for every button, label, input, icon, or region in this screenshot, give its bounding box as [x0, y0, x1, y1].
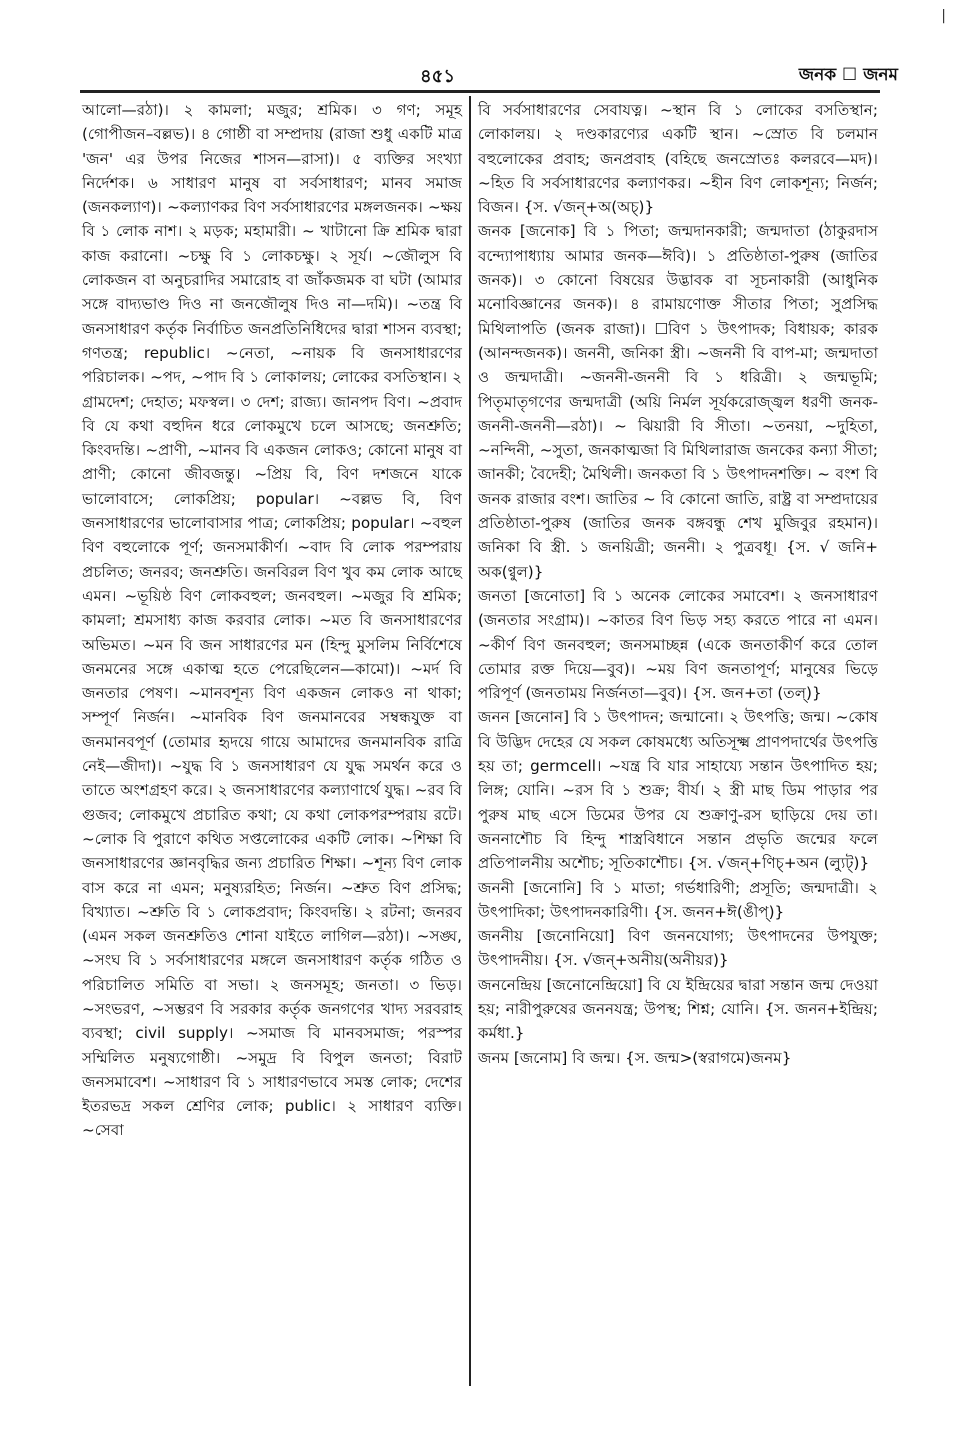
entry-janani: জননী [জনোনি] বি ১ মাতা; গর্ভধারিণী; প্রসূতি; জন্মদাত্রী। ২ উৎপাদিকা; উৎপাদনকারিণী। {স. জনন+ঈ(ঙীপ্)} [478, 878, 878, 921]
entry-paragraph: আলো—রঠা)। ২ কামলা; মজুর; শ্রমিক। ৩ গণ; সমূহ (গোপীজন–বল্লভ)। ৪ গোষ্ঠী বা সম্প্রদায় (রাজা শুধু একটি মাত্র 'জন' এর উপর নিজের শাসন—রাসা)। ৫ ব্যক্তির সংখ্যা নির্দেশক। ৬ সাধারণ মানুষ বা সর্বসাধারণ; মানব সমাজ (জনকল্যাণ)। ~কল্যাণকর বিণ সর্বসাধারণের মঙ্গলজনক। ~ক্ষয় বি ১ লোক নাশ। ২ মড়ক; মহামারী। ~ খাটানো ক্রি শ্রমিক দ্বারা কাজ করানো। ~চক্ষু বি ১ লোকচক্ষু। ২ সূর্য। ~জৌলুস বি লোকজন বা অনুচরাদির সমারোহ বা জাঁকজমক বা ঘটা (আমার সঙ্গে বাদ্যভাণ্ড দিও না জনজৌলুষ দিও না—দমি)। ~তন্ত্র বি জনসাধারণ কর্তৃক নির্বাচিত জনপ্রতিনিধিদের দ্বারা শাসন ব্যবস্থা; গণতন্ত্র; republic। ~নেতা, ~নায়ক বি জনসাধারণের পরিচালক। ~পদ, ~পাদ বি ১ লোকালয়; লোকের বসতিস্থান। ২ গ্রামদেশ; দেহাত; মফস্বল। ৩ দেশ; রাজ্য। জানপদ বিণ। ~প্রবাদ বি যে কথা বহুদিন ধরে লোকমুখে চলে আসছে; জনশ্রুতি; কিংবদন্তি। ~প্রাণী, ~মানব বি একজন লোকও; কোনো মানুষ বা প্রাণী; কোনো জীবজন্তু। ~প্রিয় বি, বিণ দশজনে যাকে ভালোবাসে; লোকপ্রিয়; popular। ~বল্লভ বি, বিণ জনসাধারণের ভালোবাসার পাত্র; লোকপ্রিয়; popular। ~বহুল বিণ বহুলোকে পূর্ণ; জনসমাকীর্ণ। ~বাদ বি লোক পরম্পরায় প্রচলিত; জনরব; জনশ্রুতি। জনবিরল বিণ খুব কম লোক আছে এমন। ~ভূয়িষ্ঠ বিণ লোকবহুল; জনবহুল। ~মজুর বি শ্রমিক; কামলা; শ্রমসাধ্য কাজ করবার লোক। ~মত বি জনসাধারণের অভিমত। ~মন বি জন সাধারণের মন (হিন্দু মুসলিম নির্বিশেষে জনমনের সঙ্গে একাত্ম হতে পেরেছিলেন—কামো)। ~মর্দ বি জনতার পেষণ। ~মানবশূন্য বিণ একজন লোকও না থাকা; সম্পূর্ণ নির্জন। ~মানবিক বিণ জনমানবের সম্বন্ধযুক্ত বা জনমানবপূর্ণ (তোমার হৃদয়ে গায়ে আমাদের জনমানবিক রাত্রি নেই—জীদা)। ~যুদ্ধ বি ১ জনসাধারণ যে যুদ্ধ সমর্থন করে ও তাতে অংশগ্রহণ করে। ২ জনসাধারণের কল্যাণার্থে যুদ্ধ। ~রব বি গুজব; লোকমুখে প্রচারিত কথা; যে কথা লোকপরম্পরায় রটে। ~লোক বি পুরাণে কথিত সপ্তলোকের একটি লোক। ~শিক্ষা বি জনসাধারণের জ্ঞানবৃদ্ধির জন্য প্রচারিত শিক্ষা। ~শূন্য বিণ লোক বাস করে না এমন; মনুষ্যরহিত; নির্জন। ~শ্রুত বিণ প্রসিদ্ধ; বিখ্যাত। ~শ্রুতি বি ১ লোকপ্রবাদ; কিংবদন্তি। ২ রটনা; জনরব (এমন সকল জনশ্রুতিও শোনা যাইতে লাগিল—রঠা)। ~সঙ্ঘ, ~সংঘ বি ১ সর্বসাধারণের মঙ্গলে জনসাধারণ কর্তৃক গঠিত ও পরিচালিত সমিতি বা সভা। ২ জনসমূহ; জনতা। ৩ ভিড়। ~সংভরণ, ~সম্ভরণ বি সরকার কর্তৃক জনগণের খাদ্য সরবরাহ ব্যবস্থা; civil supply। ~সমাজ বি মানবসমাজ; পরস্পর সম্মিলিত মনুষ্যগোষ্ঠী। ~সমুদ্র বি বিপুল জনতা; বিরাট জনসমাবেশ। ~সাধারণ বি ১ সাধারণভাবে সমস্ত লোক; দেশের ইতরভদ্র সকল শ্রেণির লোক; public। ২ সাধারণ ব্যক্তি। ~সেবা [82, 101, 462, 1140]
guide-words: জনক ☐ জনম [798, 65, 898, 85]
entry-janan: জনন [জনোন] বি ১ উৎপাদন; জন্মানো। ২ উৎপত্তি; জন্ম। ~কোষ বি উদ্ভিদ দেহের যে সকল কোষমধ্যে অতিসূক্ষ্ম প্রাণপদার্থের উৎপত্তি হয় তা; germcell। ~যন্ত্র বি যার সাহায্যে সন্তান উৎপাদিত হয়; লিঙ্গ; যোনি। ~রস বি ১ শুক্র; বীর্য। ২ স্ত্রী মাছ ডিম পাড়ার পর পুরুষ মাছ এসে ডিমের উপর যে শুক্রাণু-রস ছাড়িয়ে দেয় তা। জননাশৌচ বি হিন্দু শাস্ত্রবিধানে সন্তান প্রভৃতি জন্মের ফলে প্রতিপালনীয় অশৌচ; সূতিকাশৌচ। {স. √জন্+ণিচ্+অন (ল্যুট্)} [478, 708, 878, 873]
header-rule [80, 90, 880, 93]
entry-janendriya: জননেন্দ্রিয় [জনোনেন্দ্রিয়ো] বি যে ইন্দ্রিয়ের দ্বারা সন্তান জন্ম দেওয়া হয়; নারীপুরুষের জননযন্ত্র; উপস্থ; শিশ্ন; যোনি। {স. জনন+ইন্দ্রিয়; কর্মধা.} [478, 975, 878, 1043]
right-column [478, 98, 878, 1070]
column-divider [469, 96, 471, 1386]
entry-paragraph: বি সর্বসাধারণের সেবাযত্ন। ~স্থান বি ১ লোকের বসতিস্থান; লোকালয়। ২ দণ্ডকারণ্যের একটি স্থান। ~স্রোত বি চলমান বহুলোকের প্রবাহ; জনপ্রবাহ (বহিছে জনস্রোতঃ কলরবে—মদ)। ~হিত বি সর্বসাধারণের কল্যাণকর। ~হীন বিণ লোকশূন্য; নির্জন; বিজন। {স. √জন্+অ(অচ্)} [478, 101, 878, 217]
entry-jananiya: জননীয় [জনোনিয়ো] বিণ জননযোগ্য; উৎপাদনের উপযুক্ত; উৎপাদনীয়। {স. √জন্+অনীয়(অনীয়র)} [478, 927, 878, 970]
entry-janak: জনক [জনোক] বি ১ পিতা; জন্মদানকারী; জন্মদাতা (ঠাকুরদাস বন্দ্যোপাধ্যায় আমার জনক—ঈবি)। ১ প্রতিষ্ঠাতা-পুরুষ (জাতির জনক)। ৩ কোনো বিষয়ের উদ্ভাবক বা সূচনাকারী (আধুনিক মনোবিজ্ঞানের জনক)। ৪ রামায়ণোক্ত সীতার পিতা; সুপ্রসিদ্ধ মিথিলাপতি (জনক রাজা)। ☐বিণ ১ উৎপাদক; বিধায়ক; কারক (আনন্দজনক)। জননী, জনিকা স্ত্রী। ~জননী বি বাপ-মা; জন্মদাতা ও জন্মদাত্রী। ~জননী-জননী বি ১ ধরিত্রী। ২ জন্মভূমি; পিতৃমাতৃগণের জন্মদাত্রী (অয়ি নির্মল সূর্যকরোজ্জ্বল ধরণী জনক-জননী-জননী—রঠা)। ~ ঝিয়ারী বি সীতা। ~তনয়া, ~দুহিতা, ~নন্দিনী, ~সুতা, জনকাত্মজা বি মিথিলারাজ জনকের কন্যা সীতা; জানকী; বৈদেহী; মৈথিলী। জনকতা বি ১ উৎপাদনশক্তি। ~ বংশ বি জনক রাজার বংশ। জাতির ~ বি কোনো জাতি, রাষ্ট্র বা সম্প্রদায়ের প্রতিষ্ঠাতা-পুরুষ (জাতির জনক বঙ্গবন্ধু শেখ মুজিবুর রহমান)। জনিকা বি স্ত্রী. ১ জনয়িত্রী; জননী। ২ পুত্রবধূ। {স. √ জনি+ অক(ণ্বুল)} [478, 222, 878, 581]
page-number: ৪৫১ [420, 66, 456, 87]
entry-janam: জনম [জনোম] বি জন্ম। {স. জন্ম>(স্বরাগমে)জনম} [478, 1048, 792, 1067]
left-column [82, 98, 462, 1143]
entry-janata: জনতা [জনোতা] বি ১ অনেক লোকের সমাবেশ। ২ জনসাধারণ (জনতার সংগ্রাম)। ~কাতর বিণ ভিড় সহ্য করতে পারে না এমন। ~কীর্ণ বিণ জনবহুল; জনসমাচ্ছন্ন (একে জনতাকীর্ণ করে তোল তোমার রক্ত দিয়ে—বুব)। ~ময় বিণ জনতাপূর্ণ; মানুষের ভিড়ে পরিপূর্ণ (জনতাময় নির্জনতা—বুব)। {স. জন+তা (তল্)} [478, 586, 878, 703]
margin-mark: | [941, 8, 946, 24]
